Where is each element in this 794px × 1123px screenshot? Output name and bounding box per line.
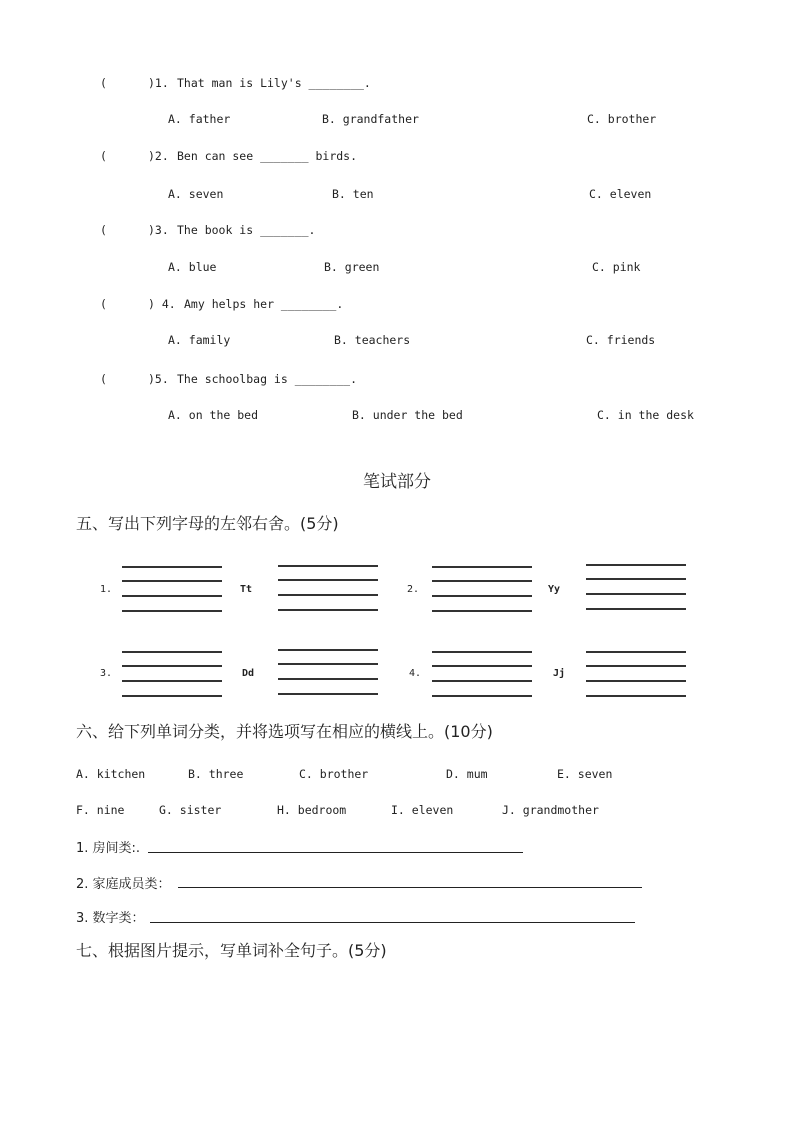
word-option: D. mum [446, 767, 488, 781]
item-number: 2. [407, 584, 420, 595]
question-4 [0, 297, 794, 317]
category-rooms-label: 1. 房间类:. [76, 841, 141, 856]
option-b: B. teachers [334, 333, 411, 347]
section-6-title: 六、给下列单词分类，并将选项写在相应的横线上。(10分) [76, 722, 493, 741]
question-5-options [0, 408, 794, 428]
question-number: )2. [148, 149, 169, 163]
answer-paren: ( [100, 372, 107, 386]
question-2-options [0, 187, 794, 207]
word-option: G. sister [159, 803, 222, 817]
question-5 [0, 372, 794, 392]
answer-paren: ( [100, 149, 107, 163]
category-rooms-answer-line[interactable] [148, 852, 523, 853]
option-a: A. blue [168, 260, 217, 274]
word-option: A. kitchen [76, 767, 146, 781]
question-text: That man is Lily's ________. [177, 76, 371, 90]
writing-lines-left[interactable] [432, 651, 532, 699]
word-option: B. three [188, 767, 244, 781]
question-text: Ben can see _______ birds. [177, 149, 358, 163]
category-numbers-answer-line[interactable] [150, 922, 635, 923]
option-a: A. family [168, 333, 231, 347]
question-number: )5. [148, 372, 169, 386]
item-number: 4. [409, 668, 422, 679]
category-family-answer-line[interactable] [178, 887, 642, 888]
word-bank-row-2 [0, 803, 794, 823]
word-option: I. eleven [391, 803, 454, 817]
option-c: C. friends [586, 333, 656, 347]
option-a: A. seven [168, 187, 224, 201]
item-number: 3. [100, 668, 113, 679]
option-c: C. in the desk [597, 408, 694, 422]
section-7-title: 七、根据图片提示，写单词补全句子。(5分) [76, 941, 387, 960]
word-option: C. brother [299, 767, 369, 781]
question-text: Amy helps her ________. [184, 297, 344, 311]
section-5-title: 五、写出下列字母的左邻右舍。(5分) [76, 514, 339, 533]
question-1 [0, 76, 794, 96]
option-b: B. ten [332, 187, 374, 201]
word-option: F. nine [76, 803, 125, 817]
option-c: C. pink [592, 260, 641, 274]
writing-lines-right[interactable] [586, 564, 686, 612]
question-4-options [0, 333, 794, 353]
answer-paren: ( [100, 223, 107, 237]
option-a: A. on the bed [168, 408, 259, 422]
option-c: C. brother [587, 112, 657, 126]
option-a: A. father [168, 112, 231, 126]
option-b: B. green [324, 260, 380, 274]
letter-label: Tt [240, 584, 253, 595]
writing-lines-right[interactable] [278, 649, 378, 697]
writing-lines-left[interactable] [122, 566, 222, 614]
letter-label: Dd [242, 668, 255, 679]
category-family-label: 2. 家庭成员类： [76, 877, 171, 892]
question-1-options [0, 112, 794, 132]
option-b: B. under the bed [352, 408, 463, 422]
writing-lines-left[interactable] [122, 651, 222, 699]
letter-label: Yy [548, 584, 561, 595]
option-b: B. grandfather [322, 112, 419, 126]
writing-lines-left[interactable] [432, 566, 532, 614]
question-2 [0, 149, 794, 169]
question-number: )3. [148, 223, 169, 237]
question-text: The book is _______. [177, 223, 316, 237]
word-option: H. bedroom [277, 803, 347, 817]
item-number: 1. [100, 584, 113, 595]
word-option: E. seven [557, 767, 613, 781]
question-number: )1. [148, 76, 169, 90]
question-3-options [0, 260, 794, 280]
answer-paren: ( [100, 76, 107, 90]
answer-paren: ( [100, 297, 107, 311]
writing-lines-right[interactable] [278, 565, 378, 613]
writing-lines-right[interactable] [586, 651, 686, 699]
written-part-title: 笔试部分 [363, 472, 431, 492]
letter-label: Jj [553, 668, 566, 679]
word-option: J. grandmother [502, 803, 599, 817]
word-bank-row-1 [0, 767, 794, 787]
question-3 [0, 223, 794, 243]
question-number: ) 4. [148, 297, 176, 311]
option-c: C. eleven [589, 187, 652, 201]
category-numbers-label: 3. 数字类： [76, 911, 145, 926]
question-text: The schoolbag is ________. [177, 372, 358, 386]
